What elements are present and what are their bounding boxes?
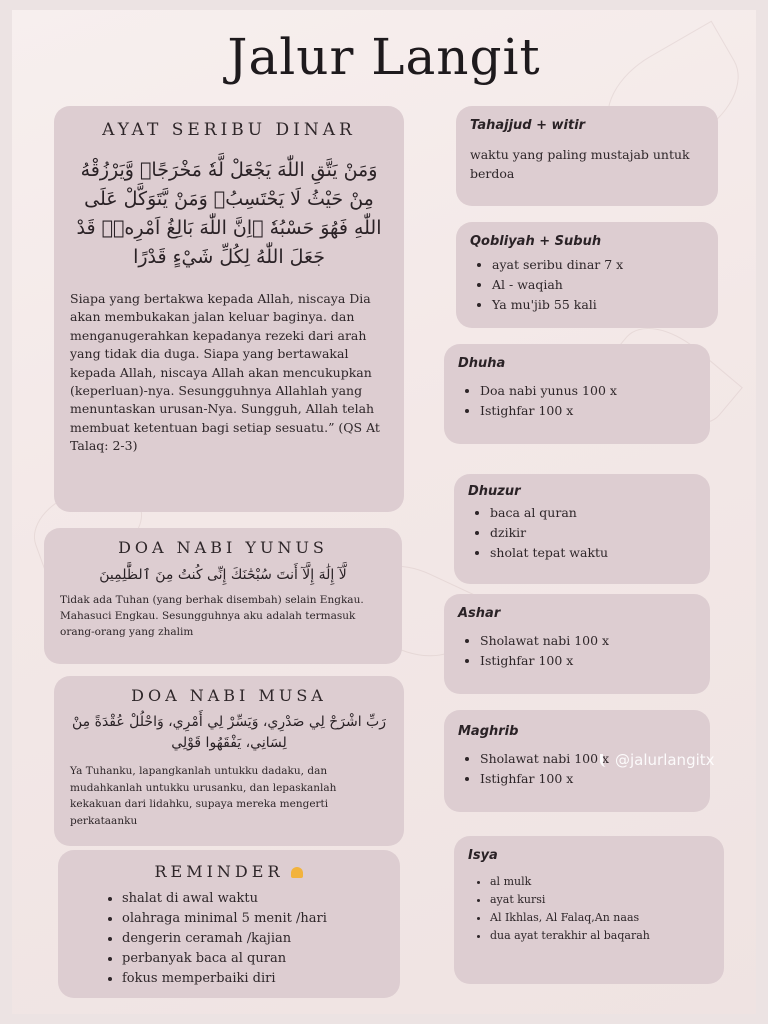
bell-icon — [291, 867, 303, 878]
yunus-arabic: لَّآ إِلَٰهَ إِلَّآ أَنتَ سُبْحَٰنَكَ إِنِّى كُنتُ مِنَ ٱلظَّٰلِمِينَ — [99, 567, 347, 583]
list-item: • fokus memperbaiki diri — [122, 969, 384, 989]
list-item: • Sholawat nabi 100 x — [480, 631, 696, 651]
schedule-title: Maghrib — [458, 724, 519, 739]
reminder-card — [58, 850, 400, 998]
list-item: • perbanyak baca al quran — [122, 949, 384, 969]
schedule-list — [458, 631, 696, 671]
list-item: • ayat seribu dinar 7 x — [492, 255, 704, 275]
doa-nabi-yunus-card — [44, 528, 402, 664]
schedule-title: Dhuha — [458, 356, 506, 371]
list-item: • Ya mu'jib 55 kali — [492, 295, 704, 315]
musa-translation: Ya Tuhanku, lapangkanlah untukku dadaku, dan mudahkanlah untukku urusanku, dan lepaskanlah kekakuan dari lidahku, supaya mereka mengerti perkataanku — [70, 765, 337, 827]
list-item: • Istighfar 100 x — [480, 401, 696, 421]
list-item: • Al - waqiah — [492, 275, 704, 295]
poster — [12, 10, 756, 1014]
doa-nabi-musa-card — [54, 676, 404, 846]
tiktok-icon — [600, 754, 613, 767]
schedule-list — [470, 255, 704, 315]
schedule-title: Ashar — [458, 606, 501, 621]
reminder-title: REMINDER — [154, 862, 284, 881]
schedule-card-ashar — [444, 594, 710, 694]
schedule-card-dhuzur — [454, 474, 710, 584]
ayat-arabic: وَمَنْ يَتَّقِ اللّٰهَ يَجْعَلْ لَّهٗ مَخْرَجًاۙ وَّيَرْزُقْهُ مِنْ حَيْثُ لَا يَحْتَسِبُۗ وَمَنْ يَّتَوَكَّلْ عَلَى اللّٰهِ فَهُوَ حَسْبُهٗ ۗاِنَّ اللّٰهَ بَالِغُ اَمْرِهٖۗ قَدْ جَعَلَ اللّٰهُ لِكُلِّ شَيْءٍ قَدْرًا — [76, 159, 382, 268]
ayat-translation: Siapa yang bertakwa kepada Allah, niscaya Dia akan membukakan jalan keluar baginya. dan menganugerahkan kepadanya rezeki dari arah yang tidak dia duga. Siapa yang bertawakal kepada Allah, niscaya Allah akan mencukupkan (keperluan)-nya. Sesungguhnya Allahlah yang menuntaskan urusan-Nya. Sungguh, Allah telah membuat ketentuan bagi setiap sesuatu.” (QS At Talaq: 2-3) — [70, 291, 380, 454]
ayat-seribu-dinar-card — [54, 106, 404, 512]
yunus-translation: Tidak ada Tuhan (yang berhak disembah) selain Engkau. Mahasuci Engkau. Sesungguhnya aku adalah termasuk orang-orang yang zhalim — [60, 594, 364, 638]
watermark — [600, 751, 715, 769]
schedule-title: Qobliyah + Subuh — [470, 234, 602, 249]
ayat-heading: AYAT SERIBU DINAR — [102, 120, 356, 140]
musa-arabic: رَبِّ اشْرَحْ لِي صَدْرِي، وَيَسِّرْ لِي أَمْرِي، وَاحْلُلْ عُقْدَةً مِنْ لِسَانِي، يَفْقَهُوا قَوْلِي — [72, 714, 386, 751]
schedule-title: Isya — [468, 848, 498, 863]
schedule-card-dhuha — [444, 344, 710, 444]
list-item: • Al Ikhlas, Al Falaq,An naas — [490, 909, 710, 927]
list-item: • Istighfar 100 x — [480, 651, 696, 671]
schedule-title: Tahajjud + witir — [470, 118, 586, 133]
schedule-list — [468, 503, 696, 563]
list-item: • shalat di awal waktu — [122, 889, 384, 909]
musa-heading: DOA NABI MUSA — [131, 686, 327, 705]
list-item: • dua ayat terakhir al baqarah — [490, 927, 710, 945]
schedule-title: Dhuzur — [468, 484, 521, 499]
list-item: • olahraga minimal 5 menit /hari — [122, 909, 384, 929]
page-title: Jalur Langit — [227, 28, 541, 86]
list-item: • Sholawat nabi 100 x — [480, 749, 696, 769]
reminder-list — [74, 889, 384, 989]
list-item: • ayat kursi — [490, 891, 710, 909]
yunus-heading: DOA NABI YUNUS — [118, 538, 328, 557]
list-item: • Istighfar 100 x — [480, 769, 696, 789]
schedule-card-tahajjud — [456, 106, 718, 206]
list-item: • dengerin ceramah /kajian — [122, 929, 384, 949]
list-item: • sholat tepat waktu — [490, 543, 696, 563]
schedule-text: waktu yang paling mustajab untuk berdoa — [470, 147, 690, 181]
list-item: • Doa nabi yunus 100 x — [480, 381, 696, 401]
reminder-heading — [74, 862, 384, 881]
list-item: • dzikir — [490, 523, 696, 543]
schedule-card-subuh — [456, 222, 718, 328]
schedule-list — [468, 873, 710, 945]
watermark-text: @jalurlangitx — [615, 751, 715, 769]
schedule-card-isya — [454, 836, 724, 984]
list-item: • al mulk — [490, 873, 710, 891]
schedule-list — [458, 381, 696, 421]
list-item: • baca al quran — [490, 503, 696, 523]
